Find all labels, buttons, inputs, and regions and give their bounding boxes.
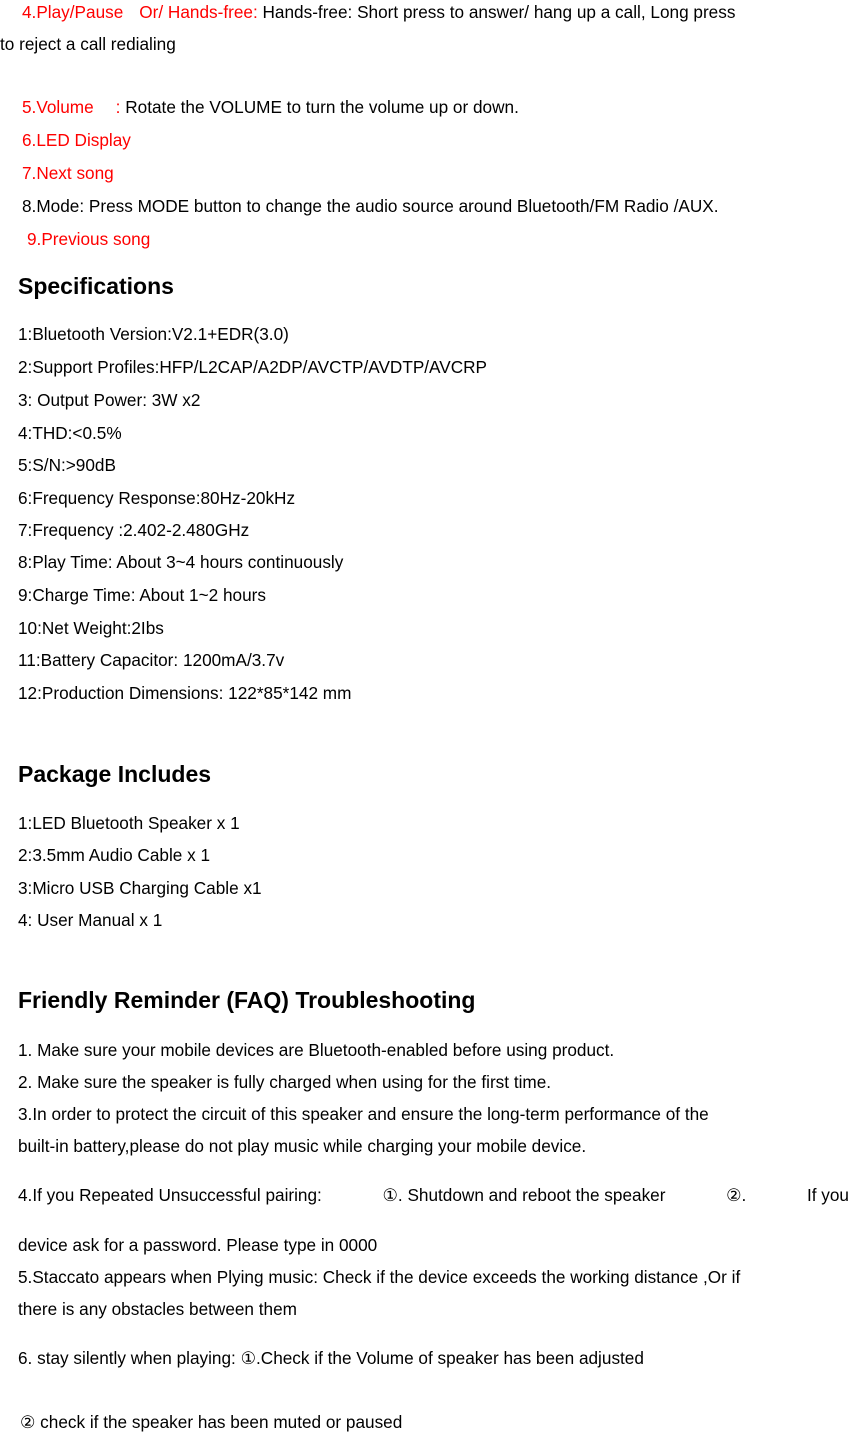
package-item: 1:LED Bluetooth Speaker x 1	[18, 813, 240, 833]
faq-item-4-part-a: 4.If you Repeated Unsuccessful pairing:	[18, 1185, 322, 1205]
faq-item-3-text: 3.In order to protect the circuit of this speaker and ensure the long-term performance of the	[18, 1104, 709, 1124]
package-item: 4: User Manual x 1	[18, 910, 163, 930]
faq-item-1: 1. Make sure your mobile devices are Bluetooth-enabled before using product.	[18, 1040, 615, 1060]
spec-item: 9:Charge Time: About 1~2 hours	[18, 585, 266, 605]
faq-item-4-line-2: device ask for a password. Please type in 0000	[18, 1235, 378, 1255]
faq-item-4-part-b: ①. Shutdown and reboot the speaker	[382, 1185, 666, 1205]
faq-item-5-line-2: there is any obstacles between them	[18, 1299, 297, 1319]
faq-item-4-part-c: ②.	[726, 1185, 747, 1205]
play-pause-line	[22, 1, 735, 23]
faq-item-5-line-1: 5.Staccato appears when Plying music: Check if the device exceeds the working distance ,Or if	[18, 1267, 741, 1287]
spec-item: 8:Play Time: About 3~4 hours continuously	[18, 552, 344, 572]
spec-item: 4:THD:<0.5%	[18, 423, 122, 443]
spec-item: 6:Frequency Response:80Hz-20kHz	[18, 488, 296, 508]
play-pause-label: 4.Play/Pause	[22, 2, 124, 22]
faq-item-4-part-d: If you	[806, 1185, 849, 1205]
spec-item: 10:Net Weight:2Ibs	[18, 618, 164, 638]
spec-item: 2:Support Profiles:HFP/L2CAP/A2DP/AVCTP/AVDTP/AVCRP	[18, 357, 487, 377]
package-item: 2:3.5mm Audio Cable x 1	[18, 845, 211, 865]
faq-item-6: 6. stay silently when playing: ①.Check if the Volume of speaker has been adjusted	[18, 1348, 644, 1368]
specifications-heading: Specifications	[18, 273, 174, 299]
next-song-item: 7.Next song	[22, 163, 114, 183]
volume-description: Rotate the VOLUME to turn the volume up or down.	[125, 97, 519, 117]
play-pause-description: Hands-free: Short press to answer/ hang up a call, Long press	[262, 2, 736, 22]
volume-label: 5.Volume	[22, 97, 94, 117]
spec-item: 11:Battery Capacitor: 1200mA/3.7v	[18, 650, 285, 670]
volume-line	[22, 96, 519, 118]
faq-item-2: 2. Make sure the speaker is fully charged when using for the first time.	[18, 1072, 552, 1092]
play-pause-continuation: to reject a call redialing	[0, 34, 176, 54]
volume-colon: :	[115, 97, 121, 117]
spec-item: 5:S/N:>90dB	[18, 455, 116, 475]
mode-item: 8.Mode: Press MODE button to change the audio source around Bluetooth/FM Radio /AUX.	[22, 196, 719, 216]
faq-item-6-line-2: ② check if the speaker has been muted or paused	[20, 1412, 403, 1432]
previous-song-item: 9.Previous song	[27, 229, 151, 249]
faq-item-3-line-1	[18, 1103, 849, 1125]
led-display-item: 6.LED Display	[22, 130, 131, 150]
package-item: 3:Micro USB Charging Cable x1	[18, 878, 262, 898]
package-heading: Package Includes	[18, 761, 212, 787]
spec-item: 12:Production Dimensions: 122*85*142 mm	[18, 683, 352, 703]
spec-item: 7:Frequency :2.402-2.480GHz	[18, 520, 250, 540]
faq-item-4-line-1	[18, 1184, 849, 1206]
faq-item-3-line-2: built-in battery,please do not play music while charging your mobile device.	[18, 1136, 587, 1156]
faq-heading: Friendly Reminder (FAQ) Troubleshooting	[18, 987, 476, 1013]
hands-free-label: Or/ Hands-free:	[139, 2, 258, 22]
spec-item: 1:Bluetooth Version:V2.1+EDR(3.0)	[18, 324, 289, 344]
spec-item: 3: Output Power: 3W x2	[18, 390, 201, 410]
